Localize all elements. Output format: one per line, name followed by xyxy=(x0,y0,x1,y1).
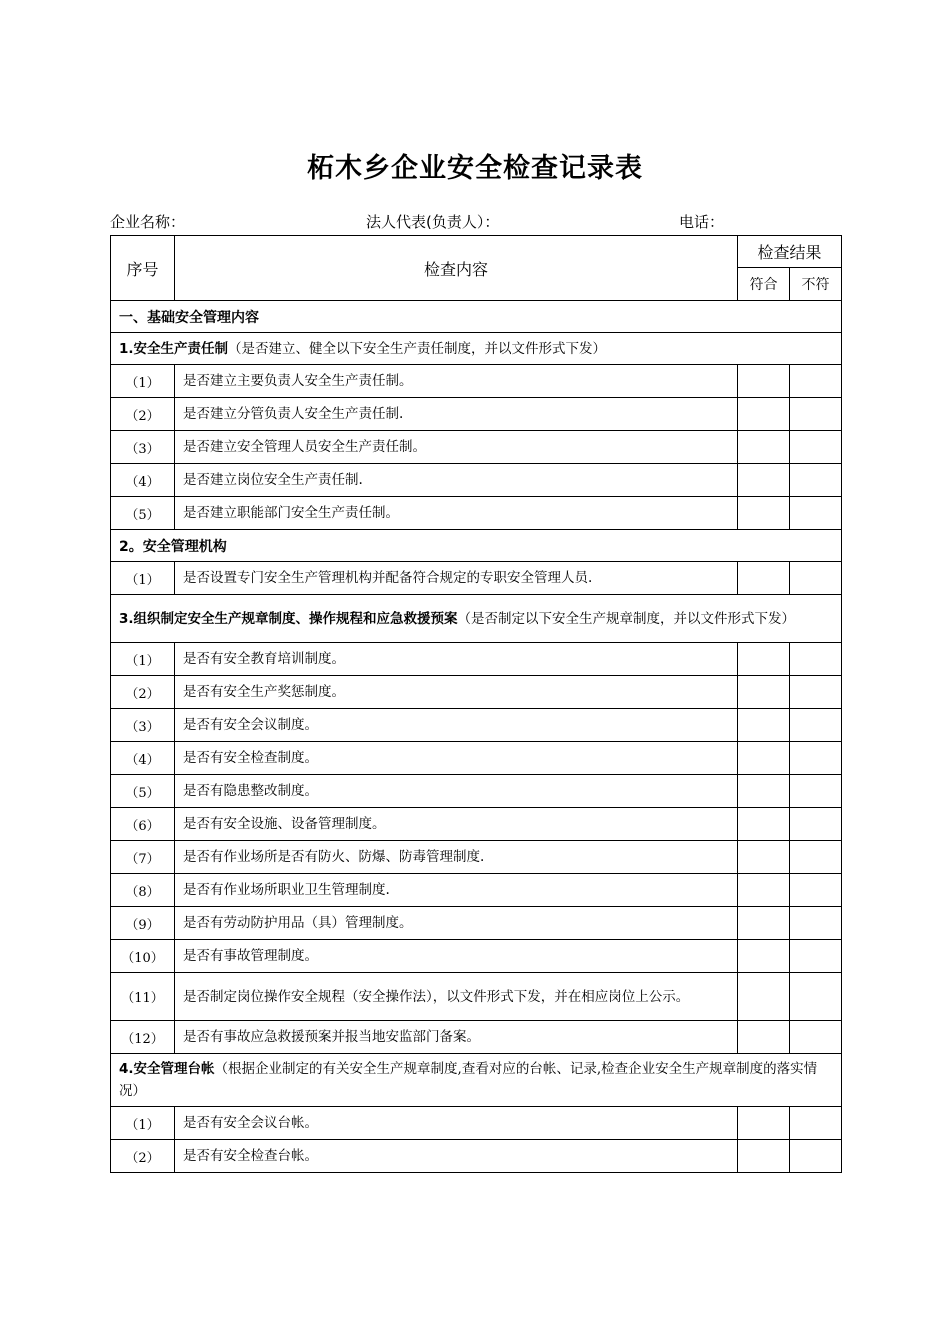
table-row xyxy=(111,643,842,676)
item-text: 是否有安全设施、设备管理制度。 xyxy=(175,808,738,841)
pass-cell[interactable] xyxy=(738,676,790,709)
header-pass: 符合 xyxy=(738,268,790,301)
item-text: 是否有隐患整改制度。 xyxy=(175,775,738,808)
table-row xyxy=(111,808,842,841)
fail-cell[interactable] xyxy=(790,973,842,1021)
phone-label: 电话： xyxy=(679,213,725,231)
pass-cell[interactable] xyxy=(738,562,790,595)
fail-cell[interactable] xyxy=(790,775,842,808)
table-row xyxy=(111,464,842,497)
item-text: 是否有安全会议制度。 xyxy=(175,709,738,742)
item-no: （4） xyxy=(111,742,175,775)
header-content: 检查内容 xyxy=(175,236,738,301)
item-text: 是否有事故管理制度。 xyxy=(175,940,738,973)
table-row xyxy=(111,398,842,431)
item-text: 是否制定岗位操作安全规程（安全操作法），以文件形式下发，并在相应岗位上公示。 xyxy=(175,973,738,1021)
item-no: （10） xyxy=(111,940,175,973)
table-row xyxy=(111,676,842,709)
table-row xyxy=(111,973,842,1021)
item-no: （1） xyxy=(111,643,175,676)
item-no: （1） xyxy=(111,365,175,398)
fail-cell[interactable] xyxy=(790,808,842,841)
item-no: （7） xyxy=(111,841,175,874)
group-heading: 3.组织制定安全生产规章制度、操作规程和应急救援预案 xyxy=(119,610,458,627)
fail-cell[interactable] xyxy=(790,874,842,907)
table-row xyxy=(111,874,842,907)
fail-cell[interactable] xyxy=(790,709,842,742)
table-row xyxy=(111,775,842,808)
fail-cell[interactable] xyxy=(790,1021,842,1054)
pass-cell[interactable] xyxy=(738,643,790,676)
group-title: 2。安全管理机构 xyxy=(111,530,842,562)
item-no: （5） xyxy=(111,497,175,530)
table-row xyxy=(111,709,842,742)
item-no: （5） xyxy=(111,775,175,808)
pass-cell[interactable] xyxy=(738,1021,790,1054)
group-heading: 1.安全生产责任制 xyxy=(119,340,229,357)
table-row xyxy=(111,841,842,874)
pass-cell[interactable] xyxy=(738,808,790,841)
fail-cell[interactable] xyxy=(790,497,842,530)
pass-cell[interactable] xyxy=(738,497,790,530)
fail-cell[interactable] xyxy=(790,742,842,775)
table-row xyxy=(111,365,842,398)
item-no: （3） xyxy=(111,431,175,464)
pass-cell[interactable] xyxy=(738,365,790,398)
item-text: 是否有安全检查台帐。 xyxy=(175,1140,738,1173)
item-text: 是否设置专门安全生产管理机构并配备符合规定的专职安全管理人员. xyxy=(175,562,738,595)
item-text: 是否建立安全管理人员安全生产责任制。 xyxy=(175,431,738,464)
item-text: 是否有安全教育培训制度。 xyxy=(175,643,738,676)
table-row xyxy=(111,562,842,595)
table-row xyxy=(111,431,842,464)
item-no: （2） xyxy=(111,1140,175,1173)
fail-cell[interactable] xyxy=(790,940,842,973)
fail-cell[interactable] xyxy=(790,841,842,874)
item-text: 是否建立主要负责人安全生产责任制。 xyxy=(175,365,738,398)
group-heading: 4.安全管理台帐 xyxy=(119,1061,215,1077)
table-row xyxy=(111,1140,842,1173)
pass-cell[interactable] xyxy=(738,841,790,874)
legal-representative-label: 法人代表(负责人）： xyxy=(366,213,500,231)
table-row xyxy=(111,940,842,973)
pass-cell[interactable] xyxy=(738,1107,790,1140)
pass-cell[interactable] xyxy=(738,907,790,940)
item-no: （1） xyxy=(111,562,175,595)
group-description: （根据企业制定的有关安全生产规章制度,查看对应的台帐、记录,检查企业安全生产规章制度的落实情况） xyxy=(119,1061,818,1099)
item-no: （11） xyxy=(111,973,175,1021)
fail-cell[interactable] xyxy=(790,907,842,940)
item-text: 是否有事故应急救援预案并报当地安监部门备案。 xyxy=(175,1021,738,1054)
pass-cell[interactable] xyxy=(738,940,790,973)
table-row xyxy=(111,1107,842,1140)
fail-cell[interactable] xyxy=(790,1107,842,1140)
item-text: 是否有安全会议台帐。 xyxy=(175,1107,738,1140)
group-description: （是否建立、健全以下安全生产责任制度，并以文件形式下发） xyxy=(228,340,607,357)
fail-cell[interactable] xyxy=(790,676,842,709)
page-title: 柘木乡企业安全检查记录表 xyxy=(307,153,643,184)
pass-cell[interactable] xyxy=(738,742,790,775)
item-no: （9） xyxy=(111,907,175,940)
header-no: 序号 xyxy=(111,236,175,301)
fail-cell[interactable] xyxy=(790,365,842,398)
table-row xyxy=(111,1021,842,1054)
fail-cell[interactable] xyxy=(790,431,842,464)
item-text: 是否建立职能部门安全生产责任制。 xyxy=(175,497,738,530)
item-text: 是否有安全生产奖惩制度。 xyxy=(175,676,738,709)
pass-cell[interactable] xyxy=(738,464,790,497)
item-no: （12） xyxy=(111,1021,175,1054)
table-row xyxy=(111,497,842,530)
fail-cell[interactable] xyxy=(790,643,842,676)
item-no: （8） xyxy=(111,874,175,907)
pass-cell[interactable] xyxy=(738,431,790,464)
group-description: （是否制定以下安全生产规章制度，并以文件形式下发） xyxy=(457,610,796,627)
table-row xyxy=(111,742,842,775)
item-no: （2） xyxy=(111,676,175,709)
fail-cell[interactable] xyxy=(790,464,842,497)
item-text: 是否有安全检查制度。 xyxy=(175,742,738,775)
group-title xyxy=(111,595,842,643)
item-text: 是否建立分管负责人安全生产责任制. xyxy=(175,398,738,431)
table-row xyxy=(111,907,842,940)
inspection-table xyxy=(110,235,842,1173)
section-title: 一、基础安全管理内容 xyxy=(111,301,842,333)
pass-cell[interactable] xyxy=(738,874,790,907)
fail-cell[interactable] xyxy=(790,398,842,431)
header-fail: 不符 xyxy=(790,268,842,301)
pass-cell[interactable] xyxy=(738,775,790,808)
item-text: 是否有劳动防护用品（具）管理制度。 xyxy=(175,907,738,940)
fail-cell[interactable] xyxy=(790,562,842,595)
group-title xyxy=(111,333,842,365)
item-text: 是否有作业场所职业卫生管理制度. xyxy=(175,874,738,907)
pass-cell[interactable] xyxy=(738,973,790,1021)
pass-cell[interactable] xyxy=(738,398,790,431)
fail-cell[interactable] xyxy=(790,1140,842,1173)
pass-cell[interactable] xyxy=(738,709,790,742)
header-result: 检查结果 xyxy=(738,236,842,268)
item-no: （1） xyxy=(111,1107,175,1140)
pass-cell[interactable] xyxy=(738,1140,790,1173)
item-no: （6） xyxy=(111,808,175,841)
item-no: （4） xyxy=(111,464,175,497)
item-text: 是否有作业场所是否有防火、防爆、防毒管理制度. xyxy=(175,841,738,874)
item-text: 是否建立岗位安全生产责任制. xyxy=(175,464,738,497)
item-no: （2） xyxy=(111,398,175,431)
item-no: （3） xyxy=(111,709,175,742)
group-title xyxy=(111,1054,842,1107)
company-name-label: 企业名称： xyxy=(110,213,186,231)
